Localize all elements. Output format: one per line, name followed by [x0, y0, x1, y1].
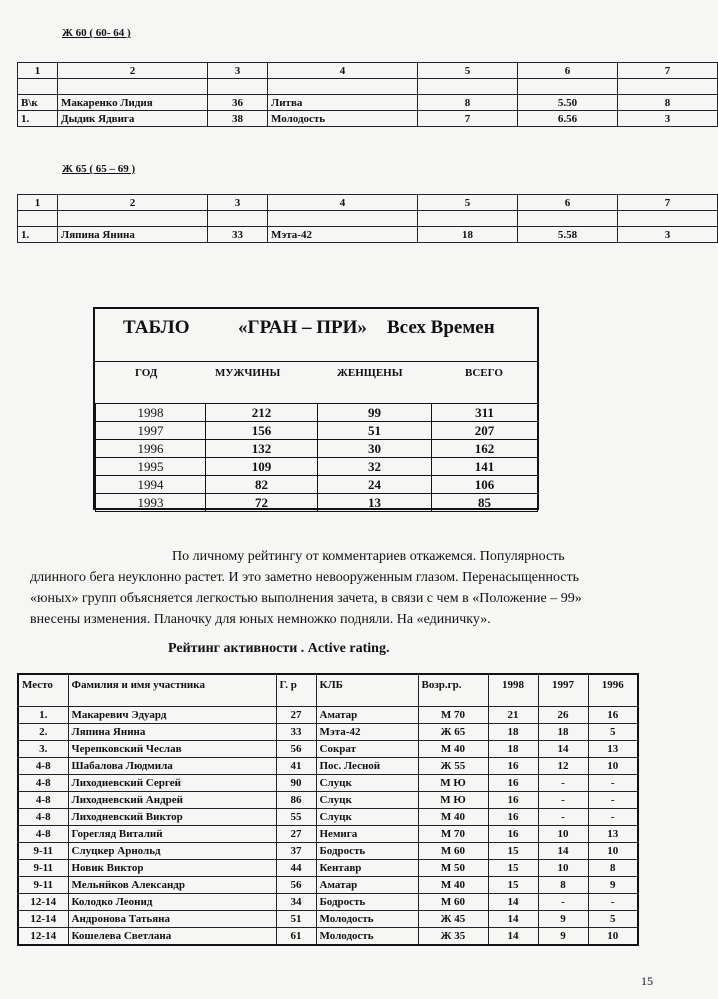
header-place: Место — [18, 674, 68, 707]
header-1996: 1996 — [588, 674, 638, 707]
cell-total: 106 — [432, 476, 538, 494]
cell-women: 32 — [318, 458, 432, 476]
header-cell: 6 — [518, 195, 618, 211]
cell-1997: - — [538, 792, 588, 809]
cell-1997: - — [538, 894, 588, 911]
results-table-w60 — [17, 62, 718, 127]
cell-total: 85 — [432, 494, 538, 512]
rating-title: Рейтинг активности . Active rating. — [168, 641, 390, 656]
cell-place: 9-11 — [18, 860, 68, 877]
header-name: Фамилия и имя участника — [68, 674, 276, 707]
cell-value: 8 — [418, 95, 518, 111]
cell-1998: 15 — [488, 877, 538, 894]
cell-name: Мельнйков Александр — [68, 877, 276, 894]
cell-birth-year: 27 — [276, 826, 316, 843]
table-row — [96, 440, 538, 458]
table-row — [18, 911, 638, 928]
cell-name: Андронова Татьяна — [68, 911, 276, 928]
cell-time: 5.50 — [518, 95, 618, 111]
table-row — [18, 894, 638, 911]
cell-1998: 16 — [488, 775, 538, 792]
grand-prix-title-subtitle: Всех Времен — [387, 317, 495, 338]
cell-points: 3 — [618, 111, 718, 127]
cell-place: 9-11 — [18, 843, 68, 860]
cell-name: Лиходневский Андрей — [68, 792, 276, 809]
header-cell: 7 — [618, 63, 718, 79]
cell-1996: - — [588, 809, 638, 826]
cell-club: Слуцк — [316, 809, 418, 826]
cell-total: 162 — [432, 440, 538, 458]
cell-name: Макаревич Эдуард — [68, 707, 276, 724]
cell-1996: - — [588, 775, 638, 792]
table-row — [18, 809, 638, 826]
cell-place: 12-14 — [18, 928, 68, 946]
empty-row — [18, 211, 718, 227]
cell-1996: 10 — [588, 758, 638, 775]
cell-total: 311 — [432, 404, 538, 422]
header-club: КЛБ — [316, 674, 418, 707]
table-row — [96, 494, 538, 512]
cell-age-group: М 60 — [418, 843, 488, 860]
cell-year: 38 — [208, 111, 268, 127]
cell-age-group: М 40 — [418, 741, 488, 758]
cell-club: Пос. Лесной — [316, 758, 418, 775]
paragraph-line: По личному рейтингу от комментариев откажемся. Популярность — [172, 549, 565, 564]
cell-birth-year: 34 — [276, 894, 316, 911]
cell-club: Сократ — [316, 741, 418, 758]
cell-men: 72 — [206, 494, 318, 512]
cell-women: 13 — [318, 494, 432, 512]
cell-1998: 14 — [488, 911, 538, 928]
cell-year: 1994 — [96, 476, 206, 494]
cell-birth-year: 41 — [276, 758, 316, 775]
cell-birth-year: 56 — [276, 877, 316, 894]
cell-year: 1997 — [96, 422, 206, 440]
cell-club: Молодость — [268, 111, 418, 127]
cell-age-group: Ж 55 — [418, 758, 488, 775]
cell-1998: 14 — [488, 928, 538, 946]
cell-1996: 8 — [588, 860, 638, 877]
cell-name: Новик Виктор — [68, 860, 276, 877]
cell-place: 1. — [18, 707, 68, 724]
cell-name: Дыдик Ядвига — [58, 111, 208, 127]
table-row — [96, 458, 538, 476]
table-row — [18, 826, 638, 843]
cell-1997: 26 — [538, 707, 588, 724]
cell-name: Лиходиевский Сергей — [68, 775, 276, 792]
cell-1996: - — [588, 792, 638, 809]
cell-club: Кентавр — [316, 860, 418, 877]
cell-time: 5.58 — [518, 227, 618, 243]
cell-1996: 9 — [588, 877, 638, 894]
cell-club: Слуцк — [316, 775, 418, 792]
header-cell: 1 — [18, 195, 58, 211]
cell-1996: 13 — [588, 826, 638, 843]
paragraph-line: «юных» групп объясняется легкостью выполнения зачета, в связи с чем в «Положение – 99» — [30, 591, 582, 606]
section-title-w65: Ж 65 ( 65 – 69 ) — [62, 163, 136, 175]
cell-age-group: М Ю — [418, 792, 488, 809]
cell-place: 4-8 — [18, 792, 68, 809]
cell-place: 12-14 — [18, 911, 68, 928]
cell-age-group: Ж 35 — [418, 928, 488, 946]
cell-place: 3. — [18, 741, 68, 758]
table-row — [18, 741, 638, 758]
paragraph-line: длинного бега неуклонно растет. И это заметно невооруженным глазом. Перенасыщенность — [30, 570, 580, 585]
header-cell: 7 — [618, 195, 718, 211]
cell-name: Ляпина Янина — [68, 724, 276, 741]
cell-1998: 15 — [488, 843, 538, 860]
table-row — [96, 476, 538, 494]
cell-birth-year: 90 — [276, 775, 316, 792]
cell-year: 1993 — [96, 494, 206, 512]
table-header-row — [18, 674, 638, 707]
cell-club: Молодость — [316, 928, 418, 946]
header-cell: 5 — [418, 195, 518, 211]
rating-body — [18, 707, 638, 946]
cell-name: Кошелева Светлана — [68, 928, 276, 946]
cell-club: Аматар — [316, 707, 418, 724]
cell-name: Слуцкер Арнольд — [68, 843, 276, 860]
cell-1998: 16 — [488, 826, 538, 843]
cell-club: Немига — [316, 826, 418, 843]
cell-year: 36 — [208, 95, 268, 111]
cell-1997: - — [538, 775, 588, 792]
cell-place: 2. — [18, 724, 68, 741]
cell-1997: 9 — [538, 911, 588, 928]
table-row — [18, 724, 638, 741]
cell-place: 12-14 — [18, 894, 68, 911]
cell-1996: 10 — [588, 843, 638, 860]
table-row — [18, 758, 638, 775]
table-row — [96, 404, 538, 422]
grand-prix-title-word: ТАБЛО — [123, 317, 190, 338]
cell-age-group: Ж 45 — [418, 911, 488, 928]
cell-age-group: М 60 — [418, 894, 488, 911]
table-row — [18, 860, 638, 877]
cell-1996: 16 — [588, 707, 638, 724]
cell-1997: 9 — [538, 928, 588, 946]
cell-1998: 15 — [488, 860, 538, 877]
cell-1998: 14 — [488, 894, 538, 911]
cell-birth-year: 55 — [276, 809, 316, 826]
table-row — [18, 111, 718, 127]
cell-1997: 14 — [538, 741, 588, 758]
cell-birth-year: 27 — [276, 707, 316, 724]
cell-club: Слуцк — [316, 792, 418, 809]
cell-1997: - — [538, 809, 588, 826]
cell-club: Литва — [268, 95, 418, 111]
cell-birth-year: 33 — [276, 724, 316, 741]
cell-1996: 13 — [588, 741, 638, 758]
cell-women: 99 — [318, 404, 432, 422]
cell-club: Молодость — [316, 911, 418, 928]
cell-1997: 10 — [538, 826, 588, 843]
section-title-w60: Ж 60 ( 60- 64 ) — [62, 27, 131, 39]
cell-year: 1995 — [96, 458, 206, 476]
table-row — [18, 775, 638, 792]
cell-1996: - — [588, 894, 638, 911]
paragraph-line: внесены изменения. Планочку для юных немножко подняли. На «единичку». — [30, 612, 491, 627]
cell-total: 141 — [432, 458, 538, 476]
header-age-group: Возр.гр. — [418, 674, 488, 707]
cell-1998: 16 — [488, 758, 538, 775]
cell-1997: 8 — [538, 877, 588, 894]
cell-birth-year: 61 — [276, 928, 316, 946]
cell-place: 4-8 — [18, 758, 68, 775]
cell-1998: 16 — [488, 809, 538, 826]
header-year: ГОД — [135, 367, 158, 379]
cell-1997: 14 — [538, 843, 588, 860]
cell-year: 1998 — [96, 404, 206, 422]
cell-birth-year: 86 — [276, 792, 316, 809]
cell-age-group: М 50 — [418, 860, 488, 877]
grand-prix-table — [95, 403, 538, 512]
cell-1998: 18 — [488, 741, 538, 758]
header-total: ВСЕГО — [465, 367, 503, 379]
header-1998: 1998 — [488, 674, 538, 707]
cell-age-group: М 40 — [418, 877, 488, 894]
page-number: 15 — [641, 974, 653, 988]
cell-club: Аматар — [316, 877, 418, 894]
cell-name: Ляпина Янина — [58, 227, 208, 243]
table-row — [18, 928, 638, 946]
cell-place: В\к — [18, 95, 58, 111]
cell-club: Мэта-42 — [316, 724, 418, 741]
cell-club: Мэта-42 — [268, 227, 418, 243]
header-women: ЖЕНЩЕНЫ — [337, 367, 403, 379]
cell-total: 207 — [432, 422, 538, 440]
cell-men: 156 — [206, 422, 318, 440]
header-cell: 5 — [418, 63, 518, 79]
cell-men: 82 — [206, 476, 318, 494]
cell-year: 33 — [208, 227, 268, 243]
cell-1996: 5 — [588, 724, 638, 741]
cell-year: 1996 — [96, 440, 206, 458]
table-row — [18, 227, 718, 243]
cell-age-group: М Ю — [418, 775, 488, 792]
header-1997: 1997 — [538, 674, 588, 707]
header-cell: 3 — [208, 195, 268, 211]
cell-name: Макаренко Лидия — [58, 95, 208, 111]
cell-birth-year: 37 — [276, 843, 316, 860]
header-cell: 2 — [58, 63, 208, 79]
cell-age-group: М 40 — [418, 809, 488, 826]
cell-1997: 18 — [538, 724, 588, 741]
grand-prix-title-name: «ГРАН – ПРИ» — [238, 317, 367, 338]
cell-points: 8 — [618, 95, 718, 111]
cell-place: 1. — [18, 227, 58, 243]
cell-1997: 12 — [538, 758, 588, 775]
cell-club: Бодрость — [316, 843, 418, 860]
table-header-row — [18, 63, 718, 79]
header-cell: 4 — [268, 195, 418, 211]
table-row — [18, 792, 638, 809]
empty-row — [18, 79, 718, 95]
cell-time: 6.56 — [518, 111, 618, 127]
cell-men: 212 — [206, 404, 318, 422]
cell-points: 3 — [618, 227, 718, 243]
results-table-w65 — [17, 194, 718, 243]
cell-age-group: М 70 — [418, 707, 488, 724]
cell-place: 4-8 — [18, 775, 68, 792]
cell-place: 4-8 — [18, 809, 68, 826]
table-row — [18, 877, 638, 894]
cell-name: Горегляд Виталий — [68, 826, 276, 843]
cell-1998: 21 — [488, 707, 538, 724]
cell-birth-year: 56 — [276, 741, 316, 758]
cell-1996: 5 — [588, 911, 638, 928]
cell-name: Шабалова Людмила — [68, 758, 276, 775]
header-birth-year: Г. р — [276, 674, 316, 707]
cell-name: Лиходневский Виктор — [68, 809, 276, 826]
grand-prix-board — [93, 307, 539, 510]
cell-1998: 18 — [488, 724, 538, 741]
cell-men: 132 — [206, 440, 318, 458]
cell-place: 4-8 — [18, 826, 68, 843]
header-cell: 1 — [18, 63, 58, 79]
cell-women: 30 — [318, 440, 432, 458]
cell-club: Бодрость — [316, 894, 418, 911]
table-row — [18, 95, 718, 111]
header-cell: 4 — [268, 63, 418, 79]
cell-value: 18 — [418, 227, 518, 243]
cell-birth-year: 51 — [276, 911, 316, 928]
header-cell: 3 — [208, 63, 268, 79]
cell-1996: 10 — [588, 928, 638, 946]
cell-age-group: Ж 65 — [418, 724, 488, 741]
table-row — [96, 422, 538, 440]
table-header-row — [18, 195, 718, 211]
cell-birth-year: 44 — [276, 860, 316, 877]
cell-1997: 10 — [538, 860, 588, 877]
cell-women: 51 — [318, 422, 432, 440]
cell-name: Черепковский Чеслав — [68, 741, 276, 758]
table-row — [18, 843, 638, 860]
cell-place: 9-11 — [18, 877, 68, 894]
header-cell: 6 — [518, 63, 618, 79]
table-row — [18, 707, 638, 724]
cell-women: 24 — [318, 476, 432, 494]
cell-place: 1. — [18, 111, 58, 127]
header-cell: 2 — [58, 195, 208, 211]
cell-name: Колодко Леонид — [68, 894, 276, 911]
cell-age-group: М 70 — [418, 826, 488, 843]
header-men: МУЖЧИНЫ — [215, 367, 281, 379]
cell-value: 7 — [418, 111, 518, 127]
cell-men: 109 — [206, 458, 318, 476]
cell-1998: 16 — [488, 792, 538, 809]
activity-rating-table — [17, 673, 639, 946]
